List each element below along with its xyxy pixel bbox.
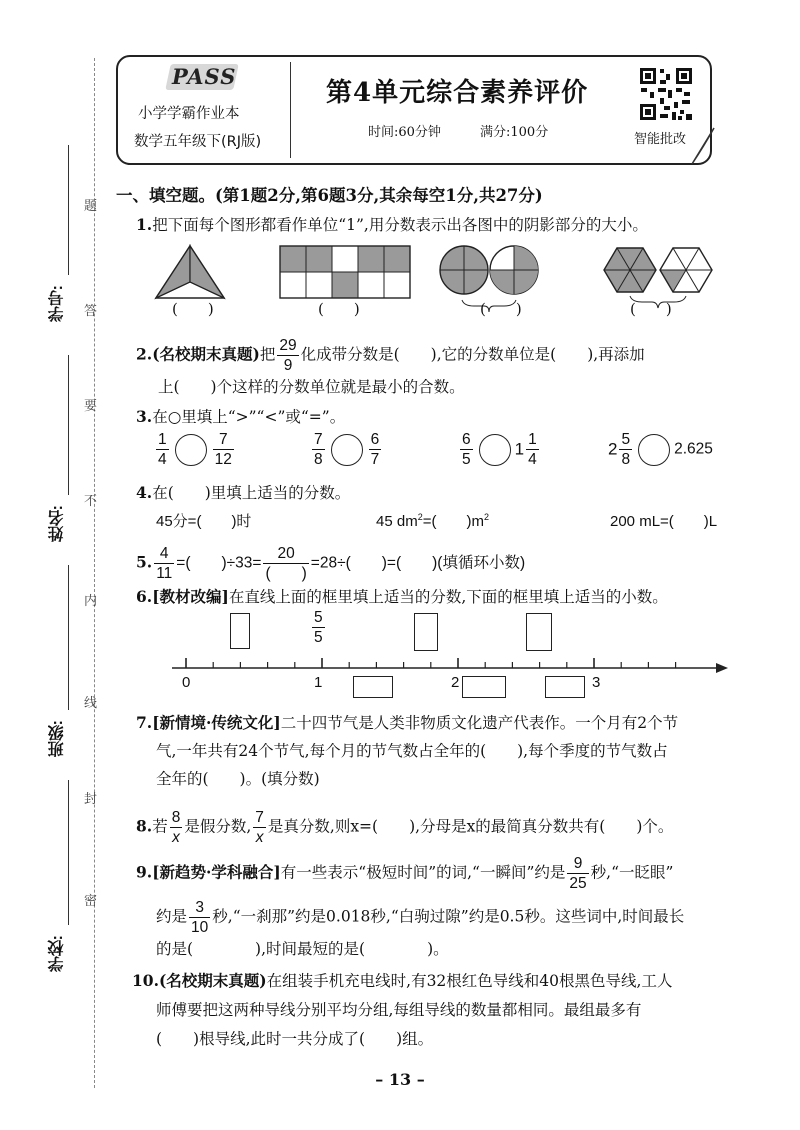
question-1 [136, 214, 648, 236]
decimal-answer-box[interactable] [545, 676, 585, 698]
question-tag: [教材改编] [152, 587, 229, 606]
question-8: 8.若 $\frac{8}{x}$ 是假分数, $\frac{7}{x}$ 是真分数,则x=( ),分母是x的最简真分数共有( )个。 [136, 809, 674, 846]
question-10-line-2: 师傅要把这两种导线分别平均分组,每组导线的数量都相同。最组最多有 [156, 1001, 642, 1019]
qr-code-icon[interactable] [638, 66, 694, 122]
question-9-line-2: 约是 $\frac{3}{10}$ 秒,“一刹那”约是0.018秒,“白驹过隙”约是0.5秒。这些词中,时间最长 [156, 899, 685, 936]
seal-char: 题 [84, 199, 98, 214]
question-9: 9.[新趋势·学科融合]有一些表示“极短时间”的词,“一瞬间”约是 $\frac{9}{25}$ 秒,“一眨眼” [136, 855, 674, 892]
question-5: 5. $\frac{4}{11}$ =( )÷33= $\frac{20}{( )}$ =28÷( )=( )(填循环小数) [136, 545, 526, 582]
page-number: – 13 – [375, 1070, 425, 1089]
question-2-line-2: 上( )个这样的分数单位就是最小的合数。 [158, 378, 465, 396]
q3-compare-2: $\frac{7}{8}$ $\frac{6}{7}$ [314, 431, 380, 468]
q1-answer-blank[interactable]: ( ) [172, 300, 214, 318]
fraction-answer-box[interactable] [526, 613, 552, 651]
q3-compare-4: 2 $\frac{5}{8}$ 2.625 [608, 431, 713, 468]
question-text: 把下面每个图形都看作单位“1”,用分数表示出各图中的阴影部分的大小。 [152, 216, 648, 234]
seal-char: 线 [84, 696, 98, 711]
number-line-label: 3 [592, 674, 601, 691]
time-limit: 时间:60分钟 [368, 125, 441, 140]
question-7-line-2: 气,一年共有24个节气,每个月的节气数占全年的( ),每个季度的节气数占 [156, 742, 668, 760]
compare-circle[interactable] [175, 434, 207, 466]
fraction-answer-box[interactable] [414, 613, 438, 651]
student-id-line [68, 145, 69, 275]
question-tag: [新趋势·学科融合] [152, 862, 281, 882]
decimal-answer-box[interactable] [353, 676, 393, 698]
qr-label: 智能批改 [634, 132, 687, 147]
number-line-fraction: $\frac{5}{5}$ [314, 609, 323, 646]
q1-answer-blank[interactable]: ( ) [630, 300, 672, 318]
question-number: 2. [136, 344, 153, 364]
fraction-answer-box[interactable] [230, 613, 250, 649]
question-3: 3.在○里填上“>”“<”或“=”。 [136, 407, 346, 426]
question-number: 8. [136, 816, 153, 836]
student-name-label: 姓名: [49, 505, 66, 543]
number-line-label: 2 [451, 674, 460, 691]
question-number: 10. [132, 971, 159, 990]
pass-logo-text: PASS [172, 64, 237, 89]
question-number: 6. [136, 587, 153, 606]
page-title: 第4单元综合素养评价 [326, 78, 589, 108]
q4-item-a: 45分=( )时 [156, 513, 252, 530]
seal-char: 答 [84, 304, 98, 319]
q1-answer-blank[interactable]: ( ) [318, 300, 360, 318]
full-score: 满分:100分 [480, 125, 549, 140]
compare-circle[interactable] [331, 434, 363, 466]
school-label: 学校: [49, 935, 66, 973]
question-10: 10.(名校期末真题)在组装手机充电线时,有32根红色导线和40根黑色导线,工人 [132, 971, 673, 990]
question-number: 9. [136, 862, 153, 882]
question-4: 4.在( )里填上适当的分数。 [136, 483, 351, 502]
number-line-label: 1 [314, 674, 323, 691]
compare-circle[interactable] [638, 434, 670, 466]
student-id-label: 学号: [49, 285, 66, 323]
class-line [68, 565, 69, 710]
q1-answer-blank[interactable]: ( ) [480, 300, 522, 318]
compare-circle[interactable] [479, 434, 511, 466]
header-divider [290, 62, 291, 158]
seal-char: 密 [84, 894, 98, 909]
class-label: 班级: [49, 720, 66, 758]
seal-char: 封 [84, 792, 98, 807]
number-line [150, 648, 730, 678]
grade-label: 数学五年级下(RJ版) [134, 134, 262, 150]
series-name: 小学学霸作业本 [138, 106, 240, 122]
section-heading: 一、填空题。(第1题2分,第6题3分,其余每空1分,共27分) [116, 186, 543, 205]
question-2: 2.(名校期末真题)把 $\frac{29}{9}$ 化成带分数是( ),它的分数单位是( ),再添加 [136, 337, 645, 374]
question-6: 6.[教材改编]在直线上面的框里填上适当的分数,下面的框里填上适当的小数。 [136, 587, 668, 606]
q4-item-b: 45 $dm^2=$( )$m^2$ [376, 512, 489, 530]
question-number: 7. [136, 713, 153, 732]
question-10-line-3: ( )根导线,此时一共分成了( )组。 [156, 1030, 434, 1048]
question-7: 7.[新情境·传统文化]二十四节气是人类非物质文化遗产代表作。一个月有2个节 [136, 713, 679, 732]
question-number: 1. [136, 215, 153, 234]
question-tag: [新情境·传统文化] [152, 713, 281, 732]
seal-char: 内 [84, 594, 98, 609]
question-number: 4. [136, 483, 153, 502]
question-number: 3. [136, 407, 153, 426]
q3-compare-1: $\frac{1}{4}$ $\frac{7}{12}$ [158, 431, 232, 468]
student-name-line [68, 355, 69, 495]
page-curl-icon [690, 126, 716, 166]
question-number: 5. [136, 552, 153, 572]
seal-char: 要 [84, 399, 98, 414]
number-line-label: 0 [182, 674, 191, 691]
q3-compare-3: $\frac{6}{5}$ 1 $\frac{1}{4}$ [462, 431, 537, 468]
question-7-line-3: 全年的( )。(填分数) [156, 770, 320, 788]
question-tag: (名校期末真题) [158, 971, 267, 990]
school-line [68, 780, 69, 925]
question-9-line-3: 的是( ),时间最短的是( )。 [156, 940, 449, 958]
q4-item-c: 200 mL=( )L [610, 513, 718, 530]
decimal-answer-box[interactable] [462, 676, 506, 698]
seal-char: 不 [84, 494, 98, 509]
question-tag: (名校期末真题) [152, 344, 260, 364]
